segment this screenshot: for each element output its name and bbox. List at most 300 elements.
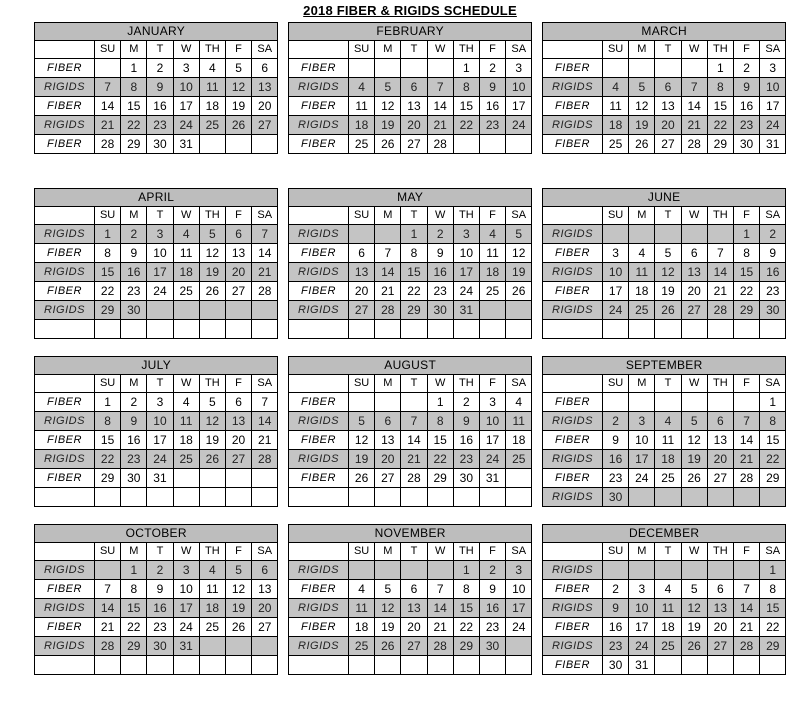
day-cell: 26	[681, 637, 707, 656]
week-row	[35, 225, 278, 244]
day-cell: 28	[252, 450, 278, 469]
week-label: FIBER	[543, 618, 603, 637]
day-cell: 18	[655, 618, 681, 637]
day-cell: 30	[453, 469, 479, 488]
day-cell	[199, 469, 225, 488]
week-row	[289, 135, 532, 154]
day-cell: 8	[95, 244, 121, 263]
day-cell: 20	[225, 431, 251, 450]
day-cell: 31	[479, 469, 505, 488]
week-row	[543, 97, 786, 116]
day-cell: 17	[629, 450, 655, 469]
day-cell	[629, 488, 655, 507]
day-of-week: M	[629, 207, 655, 225]
day-cell: 6	[252, 59, 278, 78]
week-label: RIGIDS	[543, 637, 603, 656]
day-of-week: F	[479, 207, 505, 225]
week-row	[289, 263, 532, 282]
week-row	[289, 244, 532, 263]
week-row	[289, 469, 532, 488]
day-cell	[401, 59, 427, 78]
day-cell	[479, 488, 505, 507]
day-of-week: SA	[506, 41, 532, 59]
week-label	[35, 320, 95, 339]
day-cell: 4	[655, 580, 681, 599]
week-label: RIGIDS	[35, 225, 95, 244]
day-cell: 9	[427, 244, 453, 263]
week-label: FIBER	[35, 244, 95, 263]
day-cell: 14	[401, 431, 427, 450]
day-cell: 19	[681, 450, 707, 469]
day-of-week: T	[147, 41, 173, 59]
week-row	[543, 561, 786, 580]
day-cell: 29	[95, 301, 121, 320]
day-cell: 28	[401, 469, 427, 488]
day-cell: 13	[225, 412, 251, 431]
day-cell: 5	[506, 225, 532, 244]
day-cell: 21	[681, 116, 707, 135]
day-cell: 14	[252, 244, 278, 263]
day-cell: 11	[173, 244, 199, 263]
day-cell: 11	[173, 412, 199, 431]
day-cell: 17	[603, 282, 629, 301]
day-cell	[375, 320, 401, 339]
week-label: FIBER	[289, 618, 349, 637]
day-cell: 20	[707, 618, 733, 637]
week-label: RIGIDS	[289, 412, 349, 431]
day-of-week: T	[655, 41, 681, 59]
day-cell: 3	[173, 561, 199, 580]
day-cell: 26	[225, 618, 251, 637]
day-cell: 20	[707, 450, 733, 469]
week-label: FIBER	[289, 244, 349, 263]
day-cell: 9	[603, 431, 629, 450]
week-label: FIBER	[35, 59, 95, 78]
day-cell: 26	[199, 282, 225, 301]
week-row	[289, 637, 532, 656]
day-of-week: F	[733, 41, 759, 59]
week-label	[289, 320, 349, 339]
day-cell	[629, 59, 655, 78]
day-cell: 28	[375, 301, 401, 320]
day-cell: 14	[375, 263, 401, 282]
day-cell: 8	[401, 244, 427, 263]
day-cell: 13	[707, 431, 733, 450]
day-cell: 16	[603, 618, 629, 637]
day-cell: 11	[506, 412, 532, 431]
day-cell: 1	[121, 59, 147, 78]
day-cell: 30	[121, 469, 147, 488]
day-cell	[252, 469, 278, 488]
day-cell: 5	[375, 78, 401, 97]
day-cell: 6	[401, 78, 427, 97]
day-cell	[427, 561, 453, 580]
day-cell	[453, 320, 479, 339]
week-label: RIGIDS	[35, 263, 95, 282]
week-row	[35, 637, 278, 656]
dow-blank	[35, 207, 95, 225]
day-cell: 2	[479, 59, 505, 78]
day-cell: 16	[147, 97, 173, 116]
day-cell	[506, 301, 532, 320]
day-cell: 8	[427, 412, 453, 431]
day-cell: 19	[349, 450, 375, 469]
day-cell: 5	[681, 580, 707, 599]
day-cell: 1	[427, 393, 453, 412]
day-of-week: SA	[506, 207, 532, 225]
day-cell: 10	[629, 431, 655, 450]
day-cell	[199, 135, 225, 154]
day-of-week: T	[655, 375, 681, 393]
day-cell	[603, 320, 629, 339]
day-cell	[479, 301, 505, 320]
day-cell: 22	[401, 282, 427, 301]
week-row	[543, 263, 786, 282]
day-cell: 19	[506, 263, 532, 282]
month-name: MARCH	[543, 23, 786, 41]
week-label	[289, 488, 349, 507]
day-of-week: SU	[603, 375, 629, 393]
week-row	[543, 431, 786, 450]
week-row	[289, 561, 532, 580]
day-cell: 8	[121, 580, 147, 599]
month-name: JULY	[35, 357, 278, 375]
day-cell: 6	[655, 78, 681, 97]
week-label: FIBER	[543, 469, 603, 488]
day-cell: 3	[506, 59, 532, 78]
day-cell: 24	[453, 282, 479, 301]
month-may	[288, 188, 532, 339]
week-row	[35, 431, 278, 450]
day-cell	[681, 59, 707, 78]
day-of-week: SU	[95, 41, 121, 59]
week-row	[289, 78, 532, 97]
day-cell: 16	[479, 599, 505, 618]
day-of-week: SA	[252, 543, 278, 561]
day-cell	[603, 561, 629, 580]
day-cell: 13	[252, 580, 278, 599]
day-cell: 31	[760, 135, 786, 154]
day-cell: 5	[655, 244, 681, 263]
day-cell: 8	[760, 580, 786, 599]
day-cell: 19	[199, 431, 225, 450]
day-of-week: F	[733, 375, 759, 393]
day-of-week: T	[401, 543, 427, 561]
day-of-week: T	[401, 375, 427, 393]
day-cell: 12	[506, 244, 532, 263]
day-cell: 25	[199, 618, 225, 637]
day-cell: 12	[225, 78, 251, 97]
day-cell: 28	[427, 135, 453, 154]
day-cell: 28	[252, 282, 278, 301]
day-cell: 13	[655, 97, 681, 116]
day-of-week: TH	[453, 207, 479, 225]
day-cell	[506, 488, 532, 507]
week-label: FIBER	[289, 282, 349, 301]
week-row	[543, 135, 786, 154]
day-cell	[681, 393, 707, 412]
day-cell: 19	[225, 97, 251, 116]
day-cell: 1	[95, 225, 121, 244]
day-cell: 21	[252, 263, 278, 282]
day-cell: 23	[147, 618, 173, 637]
month-name: OCTOBER	[35, 525, 278, 543]
day-cell	[95, 320, 121, 339]
week-row	[35, 59, 278, 78]
week-row	[289, 618, 532, 637]
day-cell: 20	[252, 599, 278, 618]
week-label: FIBER	[35, 282, 95, 301]
week-row	[543, 637, 786, 656]
day-cell	[375, 393, 401, 412]
day-of-week: SA	[760, 375, 786, 393]
day-cell: 19	[199, 263, 225, 282]
day-of-week: T	[401, 207, 427, 225]
day-cell: 25	[629, 301, 655, 320]
week-label: RIGIDS	[35, 412, 95, 431]
day-cell: 29	[733, 301, 759, 320]
day-cell	[655, 393, 681, 412]
day-cell: 21	[427, 116, 453, 135]
dow-blank	[35, 375, 95, 393]
day-cell	[655, 656, 681, 675]
week-row	[289, 116, 532, 135]
day-cell	[733, 488, 759, 507]
day-cell: 26	[506, 282, 532, 301]
day-cell: 8	[707, 78, 733, 97]
day-cell: 21	[733, 450, 759, 469]
day-of-week: T	[147, 207, 173, 225]
day-cell: 10	[147, 244, 173, 263]
day-cell: 18	[655, 450, 681, 469]
day-cell: 19	[655, 282, 681, 301]
week-row	[35, 116, 278, 135]
day-cell: 11	[349, 599, 375, 618]
day-cell: 23	[453, 450, 479, 469]
day-cell: 10	[173, 78, 199, 97]
day-of-week: TH	[453, 375, 479, 393]
day-cell: 23	[603, 637, 629, 656]
day-of-week: SU	[603, 207, 629, 225]
day-cell	[681, 656, 707, 675]
day-cell: 10	[603, 263, 629, 282]
week-row	[543, 450, 786, 469]
week-row	[289, 393, 532, 412]
month-name: NOVEMBER	[289, 525, 532, 543]
day-cell: 6	[707, 412, 733, 431]
day-cell: 4	[506, 393, 532, 412]
day-cell: 9	[733, 78, 759, 97]
day-of-week: M	[121, 543, 147, 561]
week-label: RIGIDS	[543, 450, 603, 469]
day-cell	[707, 320, 733, 339]
day-cell: 26	[681, 469, 707, 488]
day-cell: 24	[479, 450, 505, 469]
day-of-week: M	[375, 543, 401, 561]
day-cell: 4	[349, 78, 375, 97]
day-of-week: TH	[707, 41, 733, 59]
day-cell	[603, 59, 629, 78]
day-cell: 13	[401, 97, 427, 116]
day-cell	[349, 59, 375, 78]
day-cell	[427, 656, 453, 675]
day-cell: 18	[603, 116, 629, 135]
week-row	[289, 59, 532, 78]
day-of-week: SU	[349, 543, 375, 561]
day-cell: 28	[427, 637, 453, 656]
day-cell: 4	[173, 393, 199, 412]
day-cell: 22	[453, 116, 479, 135]
day-of-week: F	[479, 543, 505, 561]
day-cell: 4	[173, 225, 199, 244]
day-cell	[760, 656, 786, 675]
day-cell	[147, 488, 173, 507]
day-cell: 24	[629, 469, 655, 488]
day-cell	[707, 561, 733, 580]
month-march	[542, 22, 786, 154]
day-of-week: F	[225, 41, 251, 59]
day-cell: 4	[655, 412, 681, 431]
day-cell: 1	[401, 225, 427, 244]
day-cell: 12	[375, 97, 401, 116]
day-cell	[95, 488, 121, 507]
dow-blank	[543, 543, 603, 561]
day-cell: 21	[733, 618, 759, 637]
day-cell: 14	[733, 599, 759, 618]
week-row	[35, 618, 278, 637]
week-label: RIGIDS	[35, 301, 95, 320]
week-row	[289, 320, 532, 339]
week-row	[543, 656, 786, 675]
day-cell	[733, 320, 759, 339]
day-cell: 11	[629, 263, 655, 282]
day-cell: 23	[479, 116, 505, 135]
day-cell: 25	[173, 282, 199, 301]
day-cell: 22	[760, 450, 786, 469]
day-cell	[121, 488, 147, 507]
day-cell: 26	[655, 301, 681, 320]
week-label: FIBER	[289, 393, 349, 412]
day-of-week: W	[427, 207, 453, 225]
day-cell	[707, 656, 733, 675]
week-label: FIBER	[35, 580, 95, 599]
day-cell: 23	[603, 469, 629, 488]
week-row	[35, 135, 278, 154]
week-row	[289, 282, 532, 301]
day-cell: 20	[349, 282, 375, 301]
day-cell	[506, 637, 532, 656]
day-cell: 4	[349, 580, 375, 599]
day-cell: 10	[506, 78, 532, 97]
day-cell: 12	[681, 599, 707, 618]
day-cell: 1	[453, 561, 479, 580]
day-cell: 29	[121, 135, 147, 154]
day-cell: 21	[401, 450, 427, 469]
day-cell: 9	[453, 412, 479, 431]
day-of-week: W	[427, 543, 453, 561]
week-row	[35, 282, 278, 301]
day-cell: 25	[349, 135, 375, 154]
day-cell	[225, 469, 251, 488]
dow-blank	[543, 207, 603, 225]
week-label: FIBER	[543, 393, 603, 412]
day-cell: 4	[199, 561, 225, 580]
day-cell: 21	[707, 282, 733, 301]
day-cell: 31	[147, 469, 173, 488]
day-of-week: F	[479, 375, 505, 393]
day-cell: 7	[95, 580, 121, 599]
month-name: MAY	[289, 189, 532, 207]
day-cell: 23	[121, 282, 147, 301]
day-cell	[252, 488, 278, 507]
day-cell: 10	[629, 599, 655, 618]
day-cell: 15	[707, 97, 733, 116]
day-cell: 3	[603, 244, 629, 263]
day-cell: 16	[603, 450, 629, 469]
day-cell	[427, 59, 453, 78]
day-of-week: M	[375, 207, 401, 225]
day-cell: 6	[401, 580, 427, 599]
day-of-week: T	[655, 543, 681, 561]
dow-blank	[35, 543, 95, 561]
day-cell: 5	[199, 393, 225, 412]
day-cell: 2	[453, 393, 479, 412]
day-cell: 27	[225, 282, 251, 301]
day-cell: 11	[479, 244, 505, 263]
day-cell	[349, 320, 375, 339]
day-cell: 3	[147, 393, 173, 412]
day-of-week: T	[147, 543, 173, 561]
day-cell	[401, 393, 427, 412]
week-label: FIBER	[543, 580, 603, 599]
week-row	[543, 618, 786, 637]
day-cell: 2	[147, 59, 173, 78]
day-of-week: F	[733, 543, 759, 561]
month-april	[34, 188, 278, 339]
day-cell: 30	[427, 301, 453, 320]
day-cell: 3	[453, 225, 479, 244]
day-cell: 27	[401, 135, 427, 154]
week-label: FIBER	[543, 282, 603, 301]
day-cell	[252, 135, 278, 154]
day-of-week: SU	[95, 543, 121, 561]
day-cell: 24	[760, 116, 786, 135]
day-cell: 5	[199, 225, 225, 244]
day-cell: 6	[225, 393, 251, 412]
day-of-week: F	[225, 543, 251, 561]
day-cell	[199, 320, 225, 339]
month-december	[542, 524, 786, 675]
day-cell: 22	[707, 116, 733, 135]
day-of-week: SA	[506, 543, 532, 561]
day-cell: 7	[681, 78, 707, 97]
day-cell: 6	[707, 580, 733, 599]
week-label: RIGIDS	[543, 78, 603, 97]
day-of-week: M	[629, 543, 655, 561]
day-cell: 15	[733, 263, 759, 282]
day-cell: 11	[349, 97, 375, 116]
day-cell: 1	[95, 393, 121, 412]
day-cell	[453, 135, 479, 154]
day-cell: 17	[629, 618, 655, 637]
day-cell: 30	[147, 135, 173, 154]
day-of-week: TH	[453, 41, 479, 59]
day-cell: 30	[147, 637, 173, 656]
dow-blank	[543, 41, 603, 59]
day-cell	[173, 301, 199, 320]
week-label: RIGIDS	[289, 225, 349, 244]
week-row	[289, 431, 532, 450]
